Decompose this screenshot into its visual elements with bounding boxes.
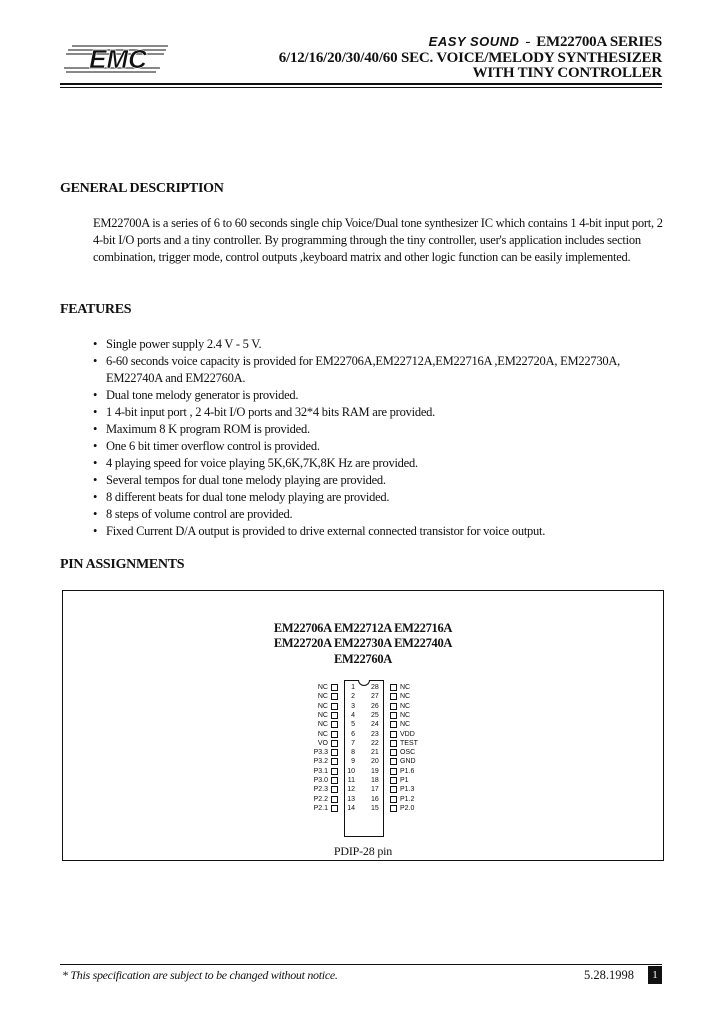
header-series-line: EASY SOUND - EM22700A SERIES xyxy=(428,34,662,50)
pin-right xyxy=(371,683,426,692)
pin-lead xyxy=(390,721,397,728)
pin-number: 16 xyxy=(371,795,379,803)
pin-number: 10 xyxy=(347,767,355,775)
pin-left xyxy=(304,720,355,729)
pin-name: NC xyxy=(400,684,411,691)
package-label: PDIP-28 pin xyxy=(333,844,393,858)
pin-name: P2.2 xyxy=(313,795,328,803)
pin-left xyxy=(304,739,355,748)
pin-right xyxy=(371,785,426,794)
pin-lead xyxy=(390,768,397,775)
pin-assignments-heading: PIN ASSIGNMENTS xyxy=(60,557,185,572)
pin-name: VO xyxy=(317,739,328,747)
pin-right xyxy=(371,776,426,785)
pin-left xyxy=(304,776,355,785)
pin-lead xyxy=(331,740,338,747)
pin-left xyxy=(304,757,355,766)
pin-number: 8 xyxy=(351,749,355,757)
pin-left xyxy=(304,692,355,701)
pin-right xyxy=(371,804,426,813)
pin-lead xyxy=(331,684,338,691)
header-rule-thin xyxy=(60,87,662,88)
feature-item: • Fixed Current D/A output is provided to drive external connected transistor for voice output. xyxy=(93,523,673,540)
pin-models-line-1: EM22706A EM22712A EM22716A xyxy=(273,621,453,635)
feature-item: • 8 different beats for dual tone melody playing are provided. xyxy=(93,489,673,506)
pin-name: P3.1 xyxy=(313,767,328,775)
feature-item: • 1 4-bit input port , 2 4-bit I/O ports and 32*4 bits RAM are provided. xyxy=(93,404,673,421)
pin-lead xyxy=(331,693,338,700)
pin-lead xyxy=(390,684,397,691)
pin-lead xyxy=(331,731,338,738)
pin-number: 1 xyxy=(351,684,355,691)
pin-number: 3 xyxy=(351,702,355,710)
pin-lead xyxy=(390,703,397,710)
pin-name: OSC xyxy=(400,749,416,757)
pin-lead xyxy=(390,712,397,719)
pin-name: P2.3 xyxy=(313,786,328,794)
pin-name: NC xyxy=(400,702,411,710)
brand-label: EASY SOUND xyxy=(428,34,520,49)
page-number: 1 xyxy=(648,966,662,984)
pin-number: 11 xyxy=(347,777,355,784)
feature-item: • 6-60 seconds voice capacity is provided for EM22706A,EM22712A,EM22716A ,EM22720A, EM22730A, EM22740A and EM22760A. xyxy=(93,353,673,387)
pin-number: 27 xyxy=(371,693,379,701)
pin-name: P1.3 xyxy=(400,786,415,794)
pin-name: P1 xyxy=(400,777,409,784)
pin-models-line-2: EM22720A EM22730A EM22740A xyxy=(273,636,453,650)
pin-right xyxy=(371,739,426,748)
feature-item: • 8 steps of volume control are provided. xyxy=(93,506,673,523)
pin-lead xyxy=(331,749,338,756)
footer-date: 5.28.1998 xyxy=(584,968,634,982)
pin-left xyxy=(304,767,355,776)
pin-name: NC xyxy=(317,711,328,719)
chip-notch xyxy=(358,680,370,686)
pin-name: NC xyxy=(400,693,411,701)
pin-number: 23 xyxy=(371,730,379,738)
pin-name: NC xyxy=(400,711,411,719)
header-subtitle-line: WITH TINY CONTROLLER xyxy=(472,65,662,81)
pin-number: 4 xyxy=(351,711,355,719)
pin-name: NC xyxy=(317,730,328,738)
pin-name: P1.6 xyxy=(400,767,415,775)
pin-number: 28 xyxy=(371,684,379,691)
feature-item: • 4 playing speed for voice playing 5K,6K,7K,8K Hz are provided. xyxy=(93,455,673,472)
pin-lead xyxy=(390,758,397,765)
pin-lead xyxy=(331,703,338,710)
pin-number: 15 xyxy=(371,804,379,812)
pin-number: 14 xyxy=(347,804,355,812)
pin-number: 26 xyxy=(371,702,379,710)
pin-lead xyxy=(390,786,397,793)
pin-left xyxy=(304,730,355,739)
pin-number: 6 xyxy=(351,730,355,738)
pin-lead xyxy=(331,777,338,784)
pin-left xyxy=(304,804,355,813)
pin-right xyxy=(371,702,426,711)
pin-right xyxy=(371,795,426,804)
series-label: EM22700A SERIES xyxy=(536,34,662,50)
pin-lead xyxy=(331,805,338,812)
pin-right xyxy=(371,748,426,757)
dip28-chip xyxy=(313,680,418,840)
pin-name: NC xyxy=(317,684,328,691)
pin-left xyxy=(304,748,355,757)
pin-lead xyxy=(390,731,397,738)
footer-rule xyxy=(60,964,662,965)
pin-number: 13 xyxy=(347,795,355,803)
pin-number: 22 xyxy=(371,739,379,747)
feature-item: • One 6 bit timer overflow control is provided. xyxy=(93,438,673,455)
pin-lead xyxy=(390,777,397,784)
feature-item: • Several tempos for dual tone melody playing are provided. xyxy=(93,472,673,489)
pin-models-line-3: EM22760A xyxy=(333,652,392,666)
pin-name: P3.3 xyxy=(313,749,328,757)
pin-right xyxy=(371,767,426,776)
general-description-heading: GENERAL DESCRIPTION xyxy=(60,181,224,196)
pin-left xyxy=(304,785,355,794)
pin-lead xyxy=(331,721,338,728)
pin-name: TEST xyxy=(400,739,418,747)
pin-name: P2.0 xyxy=(400,804,415,812)
pin-name: VDD xyxy=(400,730,415,738)
pin-number: 20 xyxy=(371,758,379,766)
pin-left xyxy=(304,683,355,692)
pin-number: 18 xyxy=(371,777,379,784)
pin-name: NC xyxy=(317,721,328,729)
pin-lead xyxy=(390,693,397,700)
pin-name: P2.1 xyxy=(313,804,328,812)
pin-name: P3.0 xyxy=(313,777,328,784)
pin-left xyxy=(304,795,355,804)
pin-number: 24 xyxy=(371,721,379,729)
pin-name: GND xyxy=(400,758,416,766)
footer-notice: * This specification are subject to be changed without notice. xyxy=(62,968,338,982)
features-list xyxy=(93,336,673,540)
pin-right xyxy=(371,720,426,729)
pin-right xyxy=(371,692,426,701)
pin-number: 25 xyxy=(371,711,379,719)
header-title-line: 6/12/16/20/30/40/60 SEC. VOICE/MELODY SYNTHESIZER xyxy=(278,50,662,66)
pin-lead xyxy=(390,749,397,756)
pin-name: P3.2 xyxy=(313,758,328,766)
pin-right xyxy=(371,711,426,720)
pin-number: 17 xyxy=(371,786,379,794)
svg-text:EMC: EMC xyxy=(89,44,147,74)
pin-lead xyxy=(331,758,338,765)
pin-number: 5 xyxy=(351,721,355,729)
feature-item: • Maximum 8 K program ROM is provided. xyxy=(93,421,673,438)
pin-name: NC xyxy=(317,693,328,701)
emc-logo xyxy=(62,38,174,80)
pin-name: NC xyxy=(400,721,411,729)
pin-lead xyxy=(331,796,338,803)
features-heading: FEATURES xyxy=(60,302,132,317)
header-rule xyxy=(60,83,662,85)
pin-lead xyxy=(390,805,397,812)
pin-name: P1.2 xyxy=(400,795,415,803)
pin-number: 2 xyxy=(351,693,355,701)
pin-name: NC xyxy=(317,702,328,710)
feature-item: • Single power supply 2.4 V - 5 V. xyxy=(93,336,673,353)
general-description-text: EM22700A is a series of 6 to 60 seconds single chip Voice/Dual tone synthesizer IC which contains 1 4-bit input port, 2 4-bit I/O ports and a tiny controller. By programming through the tiny controller, user's application includes section combination, trigger mode, control outputs ,keyboard matrix and other logic function can be easily implemented. xyxy=(93,216,663,264)
pin-number: 12 xyxy=(347,786,355,794)
pin-lead xyxy=(331,786,338,793)
pin-number: 7 xyxy=(351,739,355,747)
pin-diagram-box xyxy=(62,590,664,861)
pin-lead xyxy=(390,796,397,803)
pin-left xyxy=(304,702,355,711)
pin-number: 21 xyxy=(371,749,379,757)
pin-number: 19 xyxy=(371,767,379,775)
pin-left xyxy=(304,711,355,720)
feature-item: • Dual tone melody generator is provided. xyxy=(93,387,673,404)
pin-lead xyxy=(331,768,338,775)
pin-lead xyxy=(331,712,338,719)
pin-lead xyxy=(390,740,397,747)
pin-number: 9 xyxy=(351,758,355,766)
pin-right xyxy=(371,730,426,739)
pin-right xyxy=(371,757,426,766)
